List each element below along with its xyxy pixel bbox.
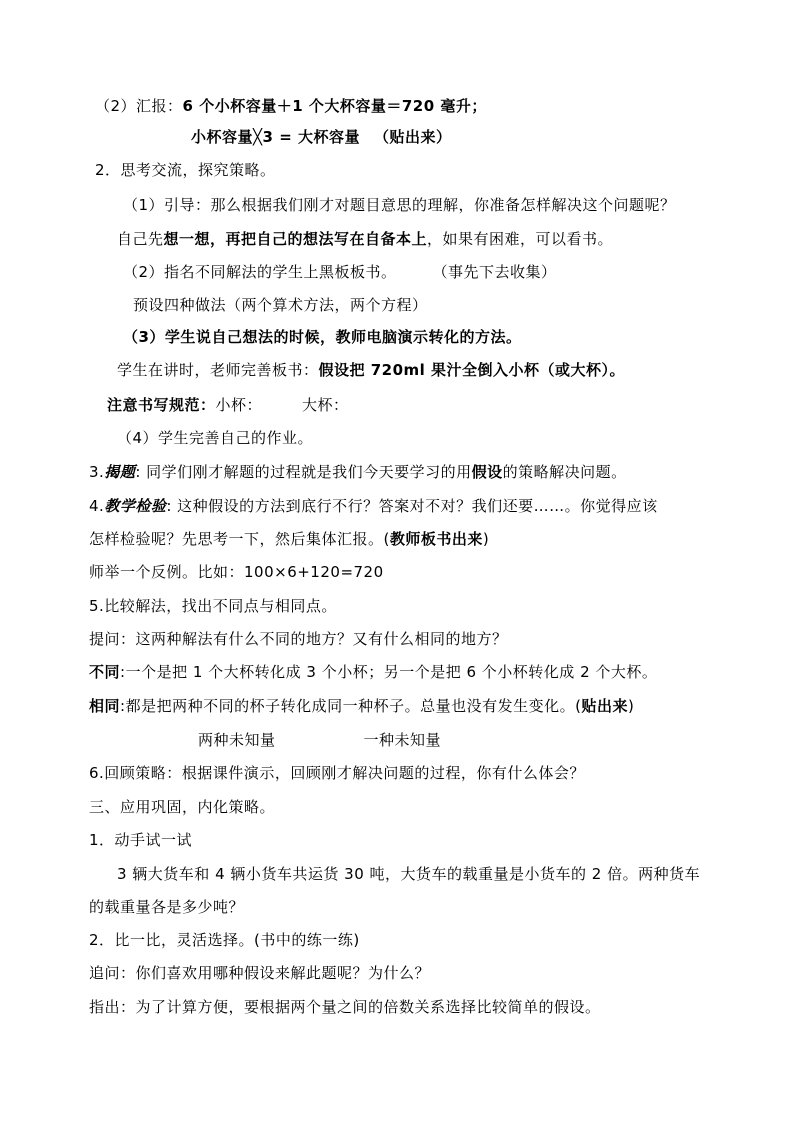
verify-line: 4.教学检验: 这种假设的方法到底行不行？答案对不对？我们还要……。你觉得应该 — [89, 497, 658, 515]
difference-label: 不同 — [89, 663, 121, 681]
verify-continued-line: 怎样检验呢？先思考一下，然后集体汇报。(教师板书出来) — [89, 530, 490, 548]
compare-choose-line: 2．比一比，灵活选择。(书中的练一练) — [89, 931, 360, 949]
similarity-label: 相同 — [89, 697, 121, 715]
compare-line: 5.比较解法，找出不同点与相同点。 — [89, 597, 337, 615]
one-unknown: 一种未知量 — [363, 731, 442, 749]
section-heading-2: 2．思考交流，探究策略。 — [95, 161, 276, 179]
try-it-line: 1．动手试一试 — [89, 831, 193, 849]
similarity-line: 相同:都是把两种不同的杯子转化成同一种杯子。总量也没有发生变化。(贴出来) — [89, 697, 635, 715]
review-line: 6.回顾策略：根据课件演示，回顾刚才解决问题的过程，你有什么体会？ — [89, 764, 585, 782]
point-out-line: 指出：为了计算方便，要根据两个量之间的倍数关系选择比较简单的假设。 — [89, 998, 601, 1016]
section-heading-3: 三、应用巩固，内化策略。 — [89, 798, 276, 816]
think-emphasis: 想一想，再把自己的想法写在自备本上 — [163, 230, 428, 248]
difference-line: 不同:一个是把 1 个大杯转化成 3 个小杯；另一个是把 6 个小杯转化成 2 个大杯。 — [89, 663, 658, 681]
follow-up-question-line: 追问：你们喜欢用哪种假设来解此题呢？为什么？ — [89, 964, 431, 982]
student-explain-line: 学生在讲时，老师完善板书：假设把 720ml 果汁全倒入小杯（或大杯）。 — [117, 361, 626, 379]
teacher-board-note: 教师板书出来 — [389, 530, 483, 548]
writing-norm-line — [107, 395, 349, 415]
reveal-topic-label: 揭题 — [104, 463, 136, 481]
cup-relation-line — [191, 127, 452, 147]
report-equation: 6 个小杯容量＋1 个大杯容量＝720 毫升； — [182, 97, 487, 115]
cup-relation: 小杯容量╳3 = 大杯容量 — [191, 128, 360, 146]
guide-line: （1）引导：那么根据我们刚才对题目意思的理解，你准备怎样解决这个问题呢？ — [123, 196, 676, 214]
assumption-word: 假设 — [471, 463, 503, 481]
assumption-emphasis: 假设把 720ml 果汁全倒入小杯（或大杯）。 — [318, 361, 626, 379]
advance-note: （事先下去收集） — [432, 263, 557, 281]
complete-homework-line: （4）学生完善自己的作业。 — [117, 429, 314, 447]
think-line: 自己先想一想，再把自己的想法写在自备本上，如果有困难，可以看书。 — [117, 230, 614, 248]
truck-problem-line: 3 辆大货车和 4 辆小货车共运货 30 吨，大货车的载重量是小货车的 2 倍。两种货车 — [117, 865, 701, 883]
unknowns-line — [198, 730, 441, 750]
post-note: （贴出来） — [373, 128, 452, 146]
big-cup-label: 大杯： — [302, 396, 349, 414]
preset-line: 预设四种做法（两个算术方法，两个方程） — [133, 296, 428, 314]
reveal-topic-line: 3.揭题: 同学们刚才解题的过程就是我们今天要学习的用假设的策略解决问题。 — [89, 463, 627, 481]
question-line: 提问：这两种解法有什么不同的地方？又有什么相同的地方？ — [89, 630, 508, 648]
two-unknowns: 两种未知量 — [198, 731, 276, 749]
report-line — [95, 96, 487, 116]
writing-norm-label: 注意书写规范： — [107, 396, 216, 414]
small-cup-label: 小杯： — [215, 396, 263, 414]
board-line: （2）指名不同解法的学生上黑板板书。 （事先下去收集） — [123, 263, 557, 281]
verify-label: 教学检验 — [104, 497, 167, 515]
counter-example-line: 师举一个反例。比如：100×6+120=720 — [89, 563, 384, 581]
truck-problem-continued: 的载重量各是多少吨？ — [89, 898, 245, 916]
report-label: （2）汇报： — [95, 97, 183, 115]
demo-line: （3）学生说自己想法的时候，教师电脑演示转化的方法。 — [123, 328, 522, 346]
post-note-2: 贴出来 — [581, 697, 628, 715]
